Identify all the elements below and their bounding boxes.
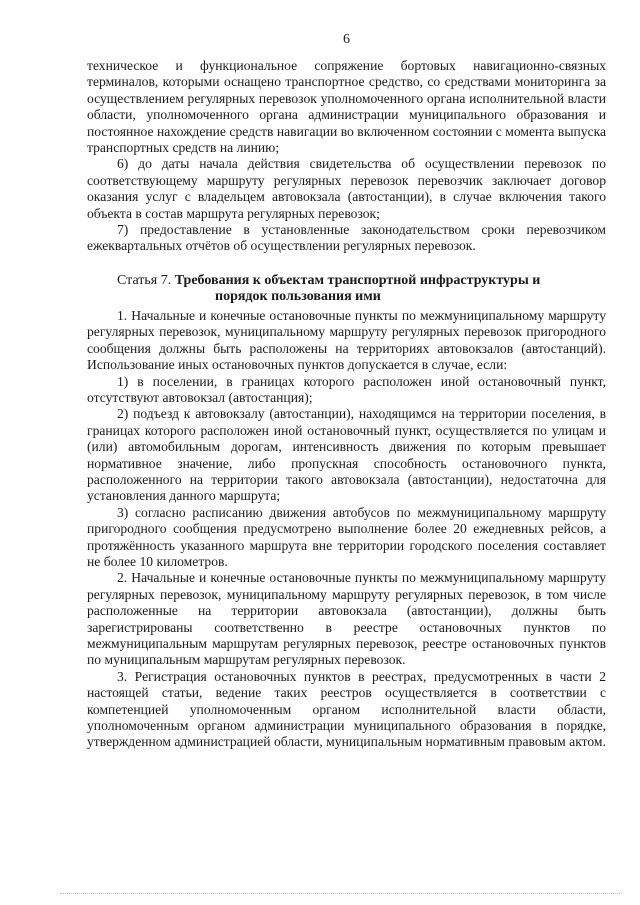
paragraph-continuation: техническое и функциональное сопряжение бортовых навигационно-связных терминалов, которыми оснащено транспортное средство, со средствами мониторинга за осуществлением регулярных перевозок уполномоченного органа исполнительной власти области, уполномоченного органа администрации муниципального образования и постоянное нахождение средств навигации во включенном состоянии с момента выпуска транспортных средств на линию; [87, 58, 606, 156]
paragraph-item-7: 7) предоставление в установленные законодательством сроки перевозчиком ежеквартальных отчётов об осуществлении регулярных перевозок. [87, 222, 606, 254]
scan-edge-line [60, 893, 620, 894]
article-part-1-item-2: 2) подъезд к автовокзалу (автостанции), находящимся на территории поселения, в границах которого расположен иной остановочный пункт, осуществляется по улицам и (или) автомобильным дорогам, интенсивность движения по которым превышает нормативное значение, либо пропускная способность остановочного пункта, расположенного на территории такого автовокзала (автостанции), недостаточна для установления данного маршрута; [87, 406, 606, 504]
article-part-3: 3. Регистрация остановочных пунктов в реестрах, предусмотренных в части 2 настоящей статьи, ведение таких реестров осуществляется в соответствии с компетенцией уполномоченным органом исполнительной власти области, уполномоченным органом администрации муниципального образования в порядке, утвержденном администрацией области, муниципальным нормативным правовым актом. [87, 668, 606, 750]
article-part-1: 1. Начальные и конечные остановочные пункты по межмуниципальному маршруту регулярных перевозок, муниципальному маршруту регулярных перевозок пригородного сообщения должны быть расположены на территориях автовокзалов (автостанций). Использование иных остановочных пунктов допускается в случае, если: [87, 307, 606, 373]
article-part-1-item-1: 1) в поселении, в границах которого расположен иной остановочный пункт, отсутствуют автовокзал (автостанция); [87, 373, 606, 405]
page-number: 6 [343, 32, 350, 47]
article-label: Статья 7. [117, 272, 172, 288]
article-title-continuation: порядок пользования ими [215, 289, 381, 305]
article-heading [87, 273, 606, 306]
article-part-1-item-3: 3) согласно расписанию движения автобусов по межмуниципальному маршруту пригородного сообщения предусмотрено выполнение более 20 ежедневных рейсов, а протяжённость указанного маршрута вне территории городского поселения составляет не более 10 километров. [87, 504, 606, 569]
article-part-2: 2. Начальные и конечные остановочные пункты по межмуниципальному маршруту регулярных перевозок, муниципальному маршруту регулярных перевозок, в том числе расположенные на территории автовокзала (автостанции), должны быть зарегистрированы соответственно в реестре остановочных пунктов по межмуниципальным маршрутам регулярных перевозок, реестре остановочных пунктов по муниципальным маршрутам регулярных перевозок. [87, 570, 606, 668]
article-title: Требования к объектам транспортной инфраструктуры и [174, 272, 541, 288]
paragraph-item-6: 6) до даты начала действия свидетельства об осуществлении перевозок по соответствующему маршруту регулярных перевозок перевозчик заключает договор оказания услуг с владельцем автовокзала (автостанции), в случае включения такого объекта в состав маршрута регулярных перевозок; [87, 156, 606, 221]
